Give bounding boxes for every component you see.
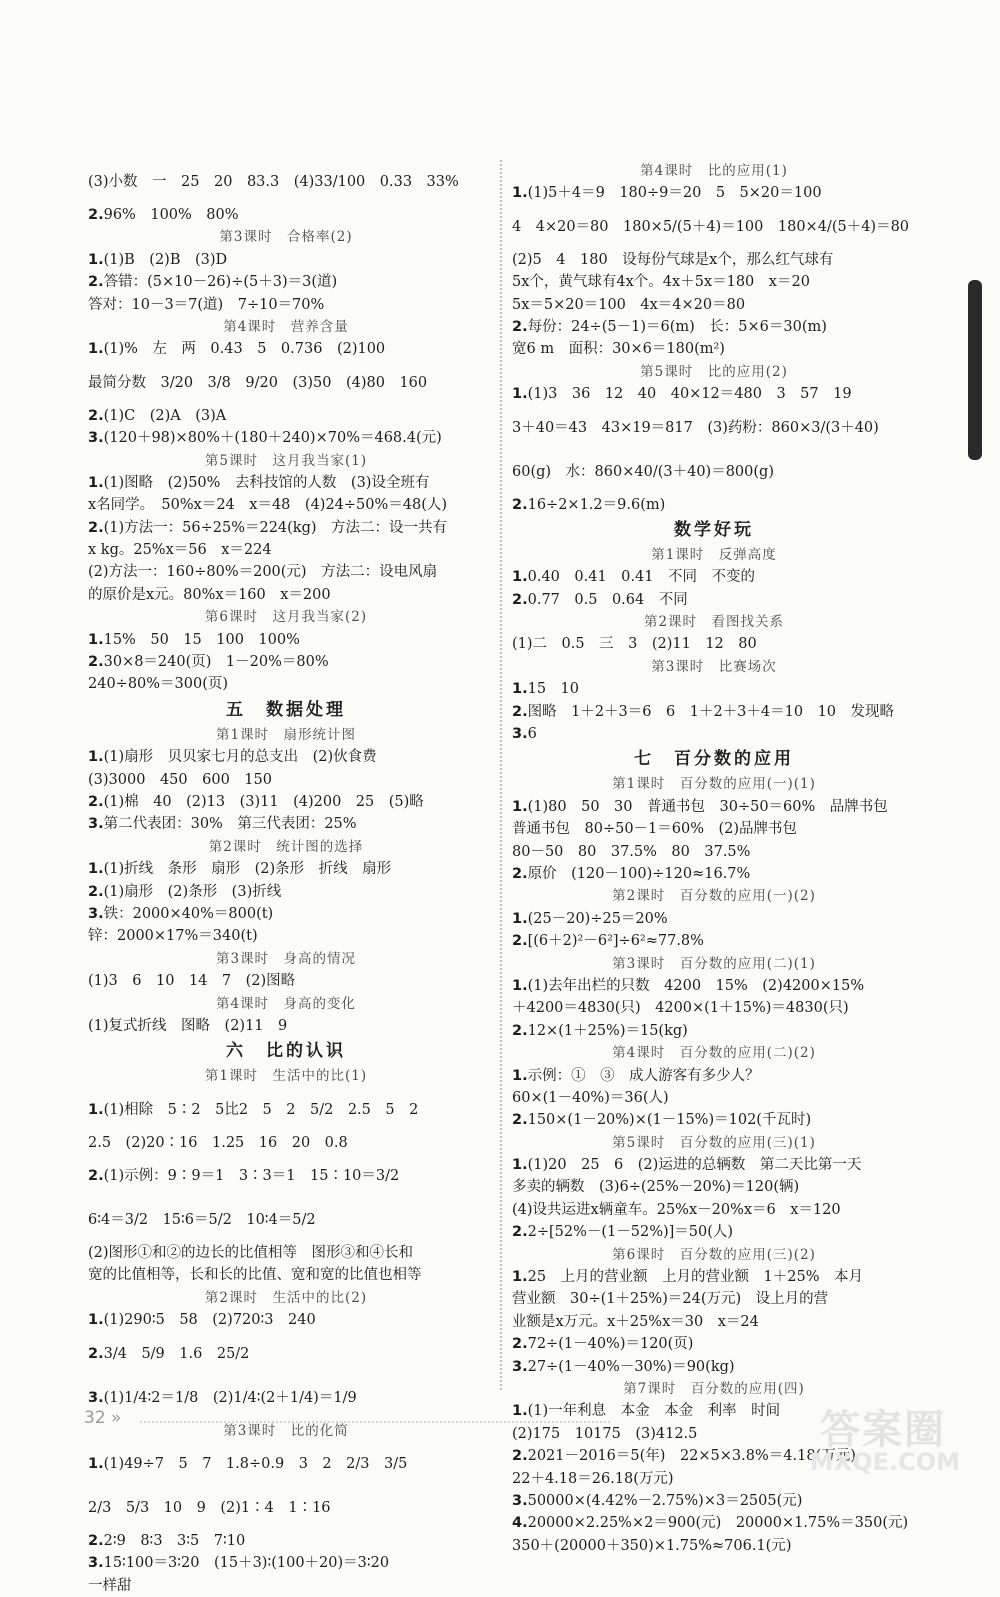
left-answer-line	[88, 791, 484, 813]
question-number: 3.	[88, 430, 104, 447]
right-answer-line	[512, 1266, 916, 1288]
question-number: 2.	[88, 274, 104, 291]
left-answer-line	[88, 472, 484, 494]
line-text: 营业额 30÷(1＋25%)＝24(万元) 设上月的营	[512, 1291, 829, 1308]
right-answer-line	[512, 1356, 916, 1378]
line-text: (3)小数 一 25 20 83.3 (4)33/100 0.33 33%	[88, 174, 459, 190]
left-answer-line	[88, 1486, 484, 1530]
question-number: 2.	[512, 1224, 528, 1241]
line-text: 第2课时 看图找关系	[643, 614, 785, 631]
question-number: 1.	[88, 251, 104, 268]
line-text: 第4课时 营养含量	[223, 318, 349, 335]
line-text: 15% 50 15 100 100%	[103, 631, 300, 648]
double-chevron-icon: »	[111, 1408, 122, 1428]
right-answer-line	[512, 1490, 916, 1512]
line-text: 3/4 5/9 1.6 25/2	[103, 1345, 250, 1362]
line-text: (1)复式折线 图略 (2)11 9	[88, 1017, 288, 1034]
line-text: 2/3 5/3 10 9 (2)1∶4 1∶16	[88, 1500, 331, 1517]
left-answer-line	[88, 970, 484, 992]
line-text: 六 比的认识	[226, 1041, 346, 1062]
line-text: 60(g) 水：860×40/(3＋40)＝800(g)	[512, 463, 774, 480]
right-answer-line	[512, 1087, 916, 1109]
line-text: 七 百分数的应用	[634, 749, 794, 770]
line-text: (1)一年利息 本金 本金 利率 时间	[527, 1403, 781, 1420]
question-number: 2.	[512, 933, 528, 950]
line-text: (1)20 25 6 (2)运进的总辆数 第二天比第一天	[527, 1157, 862, 1174]
line-text: 5x＝5×20＝100 4x＝4×20＝80	[512, 296, 746, 313]
line-text: 16÷2×1.2＝9.6(m)	[527, 496, 666, 513]
line-text: 普通书包 80÷50－1＝60% (2)品牌书包	[512, 821, 798, 838]
right-answer-line	[512, 494, 916, 516]
line-text: 的原价是x元。80%x＝160 x＝200	[88, 586, 331, 603]
line-text: 最简分数 3/20 3/8 9/20 (3)50 (4)80 160	[88, 374, 428, 391]
right-answer-line	[512, 205, 916, 249]
line-text: (1)扇形 (2)条形 (3)折线	[103, 883, 282, 900]
line-text: 25 上月的营业额 上月的营业额 1＋25% 本月	[527, 1269, 864, 1286]
line-text: (1)二 0.5 三 3 (2)11 12 80	[512, 636, 757, 653]
line-text: (120＋98)×80%＋(180＋240)×70%＝468.4(元)	[103, 430, 442, 447]
line-text: 第1课时 百分数的应用(一)(1)	[612, 776, 816, 793]
question-number: 1.	[512, 681, 528, 698]
left-answer-line	[88, 405, 484, 427]
question-number: 1.	[512, 1157, 528, 1174]
question-number: 3.	[512, 1358, 528, 1375]
question-number: 1.	[88, 749, 104, 766]
line-text: (2)175 10175 (3)412.5	[512, 1425, 698, 1442]
left-answer-line	[88, 1154, 484, 1198]
line-text: 15 10	[527, 681, 580, 698]
line-text: 6	[527, 726, 537, 743]
line-text: 5x个，黄气球有4x个。4x＋5x＝180 x＝20	[512, 274, 810, 291]
line-text: 20000×2.25%×2＝900(元) 20000×1.75%＝350(元)	[527, 1515, 909, 1532]
line-text: 96% 100% 80%	[103, 207, 239, 223]
line-text: 22＋4.18＝26.18(万元)	[512, 1470, 674, 1487]
left-lesson-heading	[88, 948, 484, 970]
page-number: 32	[84, 1408, 106, 1428]
left-answer-line	[88, 1264, 484, 1286]
right-lesson-heading	[512, 1244, 916, 1266]
line-text: 第5课时 比的应用(2)	[640, 363, 788, 380]
left-answer-column	[88, 160, 484, 1597]
left-answer-line	[88, 1575, 484, 1597]
left-lesson-heading	[88, 1287, 484, 1309]
right-unit-title	[512, 745, 916, 773]
line-text: 一样甜	[88, 1577, 132, 1594]
question-number: 3.	[512, 1492, 528, 1509]
right-answer-line	[512, 338, 916, 360]
line-text: 第2课时 统计图的选择	[208, 838, 364, 855]
line-text: 五 数据处理	[226, 699, 346, 720]
right-lesson-heading	[512, 160, 916, 182]
line-text: 2.5 (2)20∶16 1.25 16 20 0.8	[88, 1134, 348, 1151]
right-answer-line	[512, 1311, 916, 1333]
right-answer-line	[512, 566, 916, 588]
line-text: (1)扇形 贝贝家七月的总支出 (2)伙食费	[103, 749, 377, 766]
line-text: 多卖的辆数 (3)6÷(25%－20%)＝120(辆)	[512, 1179, 800, 1196]
line-text: x名同学。 50%x＝24 x＝48 (4)24÷50%＝48(人)	[88, 497, 448, 514]
line-text: (1)290∶5 58 (2)720∶3 240	[103, 1312, 316, 1329]
right-answer-line	[512, 723, 916, 745]
left-answer-line	[88, 338, 484, 360]
right-answer-line	[512, 1333, 916, 1355]
question-number: 1.	[512, 1067, 528, 1084]
left-answer-line	[88, 1332, 484, 1376]
line-text: ＋4200＝4830(只) 4200×(1＋15%)＝4830(只)	[512, 1000, 849, 1017]
left-lesson-heading	[88, 724, 484, 746]
line-text: (2)5 4 180 设每份气球是x个，那么红气球有	[512, 251, 834, 268]
right-answer-line	[512, 1154, 916, 1176]
line-text: 2∶9 8∶3 3∶5 7∶10	[103, 1533, 246, 1550]
right-answer-line	[512, 1176, 916, 1198]
left-answer-line	[88, 249, 484, 271]
question-number: 1.	[88, 631, 104, 648]
footer-dotted-rule	[140, 1421, 610, 1423]
question-number: 2.	[88, 654, 104, 671]
left-answer-line	[88, 1015, 484, 1037]
right-answer-line	[512, 908, 916, 930]
line-text: (1)3 6 10 14 7 (2)图略	[88, 973, 296, 990]
right-answer-line	[512, 930, 916, 952]
line-text: x kg。25%x＝56 x＝224	[88, 542, 272, 559]
line-text: (1)去年出栏的只数 4200 15% (2)4200×15%	[527, 977, 865, 994]
line-text: 3＋40＝43 43×19＝817 (3)药粉：860×3/(3＋40)	[512, 419, 879, 436]
line-text: (1)% 左 两 0.43 5 0.736 (2)100	[103, 341, 386, 358]
right-answer-line	[512, 678, 916, 700]
binding-shadow	[968, 280, 982, 460]
line-text: 第1课时 扇形统计图	[215, 726, 357, 743]
right-lesson-heading	[512, 773, 916, 795]
left-answer-line	[88, 881, 484, 903]
line-text: 第3课时 合格率(2)	[219, 229, 353, 246]
line-text: 第6课时 这月我当家(2)	[204, 609, 368, 626]
question-number: 3.	[88, 1555, 104, 1572]
line-text: (1)49÷7 5 7 1.8÷0.9 3 2 2/3 3/5	[103, 1456, 408, 1473]
question-number: 1.	[88, 341, 104, 358]
line-text: 图略 1＋2＋3＝6 6 1＋2＋3＋4＝10 10 发现略	[527, 703, 895, 720]
question-number: 1.	[512, 569, 528, 586]
line-text: 60×(1－40%)＝36(人)	[512, 1089, 669, 1106]
line-text: 30×8＝240(页) 1－20%＝80%	[103, 654, 329, 671]
right-answer-column	[512, 160, 916, 1557]
line-text: 第3课时 比的化简	[223, 1422, 349, 1439]
right-answer-line	[512, 1221, 916, 1243]
question-number: 2.	[512, 1448, 528, 1465]
left-answer-line	[88, 539, 484, 561]
right-answer-line	[512, 975, 916, 997]
line-text: (2)图形①和②的边长的比值相等 图形③和④长和	[88, 1245, 414, 1262]
right-answer-line	[512, 271, 916, 293]
line-text: (1)图略 (2)50% 去科技馆的人数 (3)设全班有	[103, 474, 430, 491]
left-answer-line	[88, 858, 484, 880]
left-answer-line	[88, 160, 484, 204]
question-number: 3.	[88, 905, 104, 922]
line-text: 第6课时 百分数的应用(三)(2)	[612, 1246, 816, 1263]
right-answer-line	[512, 450, 916, 494]
left-answer-line	[88, 629, 484, 651]
left-answer-line	[88, 294, 484, 316]
question-number: 2.	[88, 519, 104, 536]
line-text: 第5课时 百分数的应用(三)(1)	[612, 1134, 816, 1151]
question-number: 2.	[88, 793, 104, 810]
line-text: 27÷(1－40%－30%)＝90(kg)	[527, 1358, 735, 1375]
right-lesson-heading	[512, 361, 916, 383]
right-answer-line	[512, 633, 916, 655]
line-text: 12×(1＋25%)＝15(kg)	[527, 1022, 688, 1039]
question-number: 2.	[512, 865, 528, 882]
question-number: 2.	[512, 591, 528, 608]
left-lesson-heading	[88, 993, 484, 1015]
left-answer-line	[88, 561, 484, 583]
left-answer-line	[88, 925, 484, 947]
line-text: 第4课时 百分数的应用(二)(2)	[612, 1045, 816, 1062]
left-answer-line	[88, 673, 484, 695]
right-answer-line	[512, 701, 916, 723]
line-text: (1)3 36 12 40 40×12＝480 3 57 19	[527, 386, 852, 403]
line-text: 350＋(20000＋350)×1.75%≈706.1(元)	[512, 1537, 792, 1554]
question-number: 1.	[512, 1269, 528, 1286]
line-text: (1)方法一：56÷25%＝224(kg) 方法二：设一共有	[103, 519, 448, 536]
line-text: 150×(1－20%)×(1－15%)＝102(千瓦时)	[527, 1112, 812, 1129]
line-text: 15∶100＝3∶20 (15＋3)∶(100＋20)＝3∶20	[103, 1555, 390, 1572]
question-number: 2.	[512, 318, 528, 335]
question-number: 1.	[512, 977, 528, 994]
left-lesson-heading	[88, 316, 484, 338]
line-text: 2÷[52%－(1－52%)]＝50(人)	[527, 1224, 734, 1241]
left-answer-line	[88, 271, 484, 293]
left-answer-line	[88, 813, 484, 835]
line-text: (1)C (2)A (3)A	[103, 407, 227, 424]
left-answer-line	[88, 1309, 484, 1331]
left-lesson-heading	[88, 606, 484, 628]
left-answer-line	[88, 651, 484, 673]
question-number: 1.	[512, 1403, 528, 1420]
question-number: 2.	[512, 703, 528, 720]
column-divider	[500, 160, 502, 1390]
question-number: 1.	[88, 1101, 104, 1118]
line-text: 第2课时 百分数的应用(一)(2)	[612, 888, 816, 905]
right-answer-line	[512, 1109, 916, 1131]
left-answer-line	[88, 427, 484, 449]
line-text: 80－50 80 37.5% 80 37.5%	[512, 843, 751, 860]
line-text: (1)示例：9∶9＝1 3∶3＝1 15∶10＝3/2	[103, 1168, 400, 1185]
line-text: 第4课时 比的应用(1)	[640, 163, 788, 179]
left-lesson-heading	[88, 1065, 484, 1087]
left-answer-line	[88, 746, 484, 768]
watermark-logo: 答案圈	[820, 1407, 946, 1453]
question-number: 2.	[88, 883, 104, 900]
line-text: 第3课时 百分数的应用(二)(1)	[612, 955, 816, 972]
line-text: 宽的比值相等，长和长的比值、宽和宽的比值也相等	[88, 1267, 422, 1284]
right-answer-line	[512, 863, 916, 885]
right-answer-line	[512, 589, 916, 611]
line-text: (1)B (2)B (3)D	[103, 251, 228, 268]
right-answer-line	[512, 249, 916, 271]
line-text: 6∶4＝3/2 15∶6＝5/2 10∶4＝5/2	[88, 1212, 316, 1229]
line-text: 第3课时 身高的情况	[215, 950, 357, 967]
line-text: 第2课时 生活中的比(2)	[204, 1289, 368, 1306]
right-answer-line	[512, 1512, 916, 1534]
line-text: 答对：10－3＝7(道) 7÷10＝70%	[88, 296, 325, 313]
right-answer-line	[512, 1288, 916, 1310]
right-answer-line	[512, 1199, 916, 1221]
line-text: (1)折线 条形 扇形 (2)条形 折线 扇形	[103, 861, 392, 878]
right-lesson-heading	[512, 656, 916, 678]
left-answer-line	[88, 517, 484, 539]
question-number: 2.	[512, 1112, 528, 1129]
line-text: 宽6 m 面积：30×6＝180(m²)	[512, 341, 725, 358]
line-text: 锌：2000×17%＝340(t)	[88, 928, 258, 945]
line-text: (2)方法一：160÷80%＝200(元) 方法二：设电风扇	[88, 564, 438, 581]
watermark-site: MXQE.COM	[809, 1448, 960, 1476]
line-text: 4 4×20＝80 180×5/(5＋4)＝100 180×4/(5＋4)＝80	[512, 218, 910, 235]
left-answer-line	[88, 769, 484, 791]
line-text: 0.77 0.5 0.64 不同	[527, 591, 688, 608]
question-number: 3.	[88, 816, 104, 833]
line-text: (1)1/4∶2＝1/8 (2)1/4∶(2＋1/4)＝1/9	[103, 1389, 357, 1406]
line-text: (3)3000 450 600 150	[88, 771, 272, 788]
line-text: (1)相除 5∶2 5比2 5 2 5/2 2.5 5 2	[103, 1101, 419, 1118]
line-text: 72÷(1－40%)＝120(页)	[527, 1336, 694, 1353]
line-text: 每份：24÷(5－1)＝6(m) 长：5×6＝30(m)	[527, 318, 827, 335]
left-answer-line	[88, 1132, 484, 1154]
line-text: 业额是x万元。x＋25%x＝30 x＝24	[512, 1313, 759, 1330]
line-text: [(6＋2)²－6²]÷6²≈77.8%	[527, 933, 704, 950]
line-text: 第3课时 比赛场次	[651, 658, 777, 675]
right-lesson-heading	[512, 544, 916, 566]
question-number: 1.	[88, 861, 104, 878]
left-unit-title	[88, 1037, 484, 1065]
right-answer-line	[512, 383, 916, 405]
right-lesson-heading	[512, 1378, 916, 1400]
left-lesson-heading	[88, 450, 484, 472]
line-text: (25－20)÷25＝20%	[527, 910, 668, 927]
question-number: 1.	[512, 910, 528, 927]
left-answer-line	[88, 204, 484, 226]
right-answer-line	[512, 406, 916, 450]
left-answer-line	[88, 584, 484, 606]
left-answer-line	[88, 1088, 484, 1132]
question-number: 4.	[512, 1515, 528, 1532]
right-lesson-heading	[512, 1042, 916, 1064]
right-lesson-heading	[512, 611, 916, 633]
question-number: 1.	[88, 1456, 104, 1473]
page-footer	[84, 1408, 121, 1428]
left-answer-line	[88, 1530, 484, 1552]
line-text: 示例：① ③ 成人游客有多少人？	[527, 1067, 760, 1084]
line-text: (1)棉 40 (2)13 (3)11 (4)200 25 (5)略	[103, 793, 424, 810]
line-text: 第1课时 反弹高度	[651, 546, 777, 563]
question-number: 2.	[512, 1022, 528, 1039]
question-number: 2.	[88, 1345, 104, 1362]
left-answer-line	[88, 1198, 484, 1242]
question-number: 1.	[88, 1312, 104, 1329]
right-answer-line	[512, 841, 916, 863]
line-text: 数学好玩	[674, 519, 754, 540]
line-text: 第7课时 百分数的应用(四)	[623, 1380, 805, 1397]
line-text: 答错：(5×10－26)÷(5＋3)＝3(道)	[103, 274, 338, 291]
right-lesson-heading	[512, 953, 916, 975]
left-answer-line	[88, 1442, 484, 1486]
line-text: 第4课时 身高的变化	[215, 995, 357, 1012]
question-number: 2.	[88, 1533, 104, 1550]
left-unit-title	[88, 696, 484, 724]
line-text: 原价 (120－100)÷120≈16.7%	[527, 865, 751, 882]
left-answer-line	[88, 903, 484, 925]
right-lesson-heading	[512, 1132, 916, 1154]
right-answer-line	[512, 316, 916, 338]
line-text: (1)80 50 30 普通书包 30÷50＝60% 品牌书包	[527, 798, 888, 815]
right-answer-line	[512, 818, 916, 840]
right-lesson-heading	[512, 885, 916, 907]
left-answer-line	[88, 1552, 484, 1574]
question-number: 2.	[88, 207, 104, 223]
question-number: 1.	[512, 798, 528, 815]
line-text: 第1课时 生活中的比(1)	[204, 1068, 368, 1085]
question-number: 1.	[512, 386, 528, 403]
right-answer-line	[512, 796, 916, 818]
left-answer-line	[88, 361, 484, 405]
question-number: 1.	[88, 474, 104, 491]
question-number: 2.	[88, 407, 104, 424]
right-answer-line	[512, 1020, 916, 1042]
line-text: (4)设共运进x辆童车。25%x－20%x＝6 x＝120	[512, 1201, 841, 1218]
left-lesson-heading	[88, 226, 484, 248]
right-answer-line	[512, 1535, 916, 1557]
line-text: 2021－2016＝5(年) 22×5×3.8%＝4.18(万元)	[527, 1448, 856, 1465]
question-number: 2.	[512, 1336, 528, 1353]
question-number: 1.	[512, 185, 528, 202]
line-text: 第5课时 这月我当家(1)	[204, 452, 368, 469]
right-unit-title	[512, 516, 916, 544]
line-text: 第二代表团：30% 第三代表团：25%	[103, 816, 357, 833]
right-answer-line	[512, 182, 916, 204]
left-answer-line	[88, 494, 484, 516]
right-answer-line	[512, 1065, 916, 1087]
left-lesson-heading	[88, 836, 484, 858]
question-number: 3.	[512, 726, 528, 743]
right-answer-line	[512, 294, 916, 316]
line-text: 铁：2000×40%＝800(t)	[103, 905, 274, 922]
line-text: 240÷80%＝300(页)	[88, 676, 229, 693]
right-answer-line	[512, 997, 916, 1019]
question-number: 3.	[88, 1389, 104, 1406]
question-number: 2.	[512, 496, 528, 513]
question-number: 2.	[88, 1168, 104, 1185]
line-text: (1)5＋4＝9 180÷9＝20 5 5×20＝100	[527, 185, 822, 202]
line-text: 50000×(4.42%－2.75%)×3＝2505(元)	[527, 1492, 803, 1509]
left-answer-line	[88, 1376, 484, 1420]
left-answer-line	[88, 1242, 484, 1264]
line-text: 0.40 0.41 0.41 不同 不变的	[527, 569, 755, 586]
